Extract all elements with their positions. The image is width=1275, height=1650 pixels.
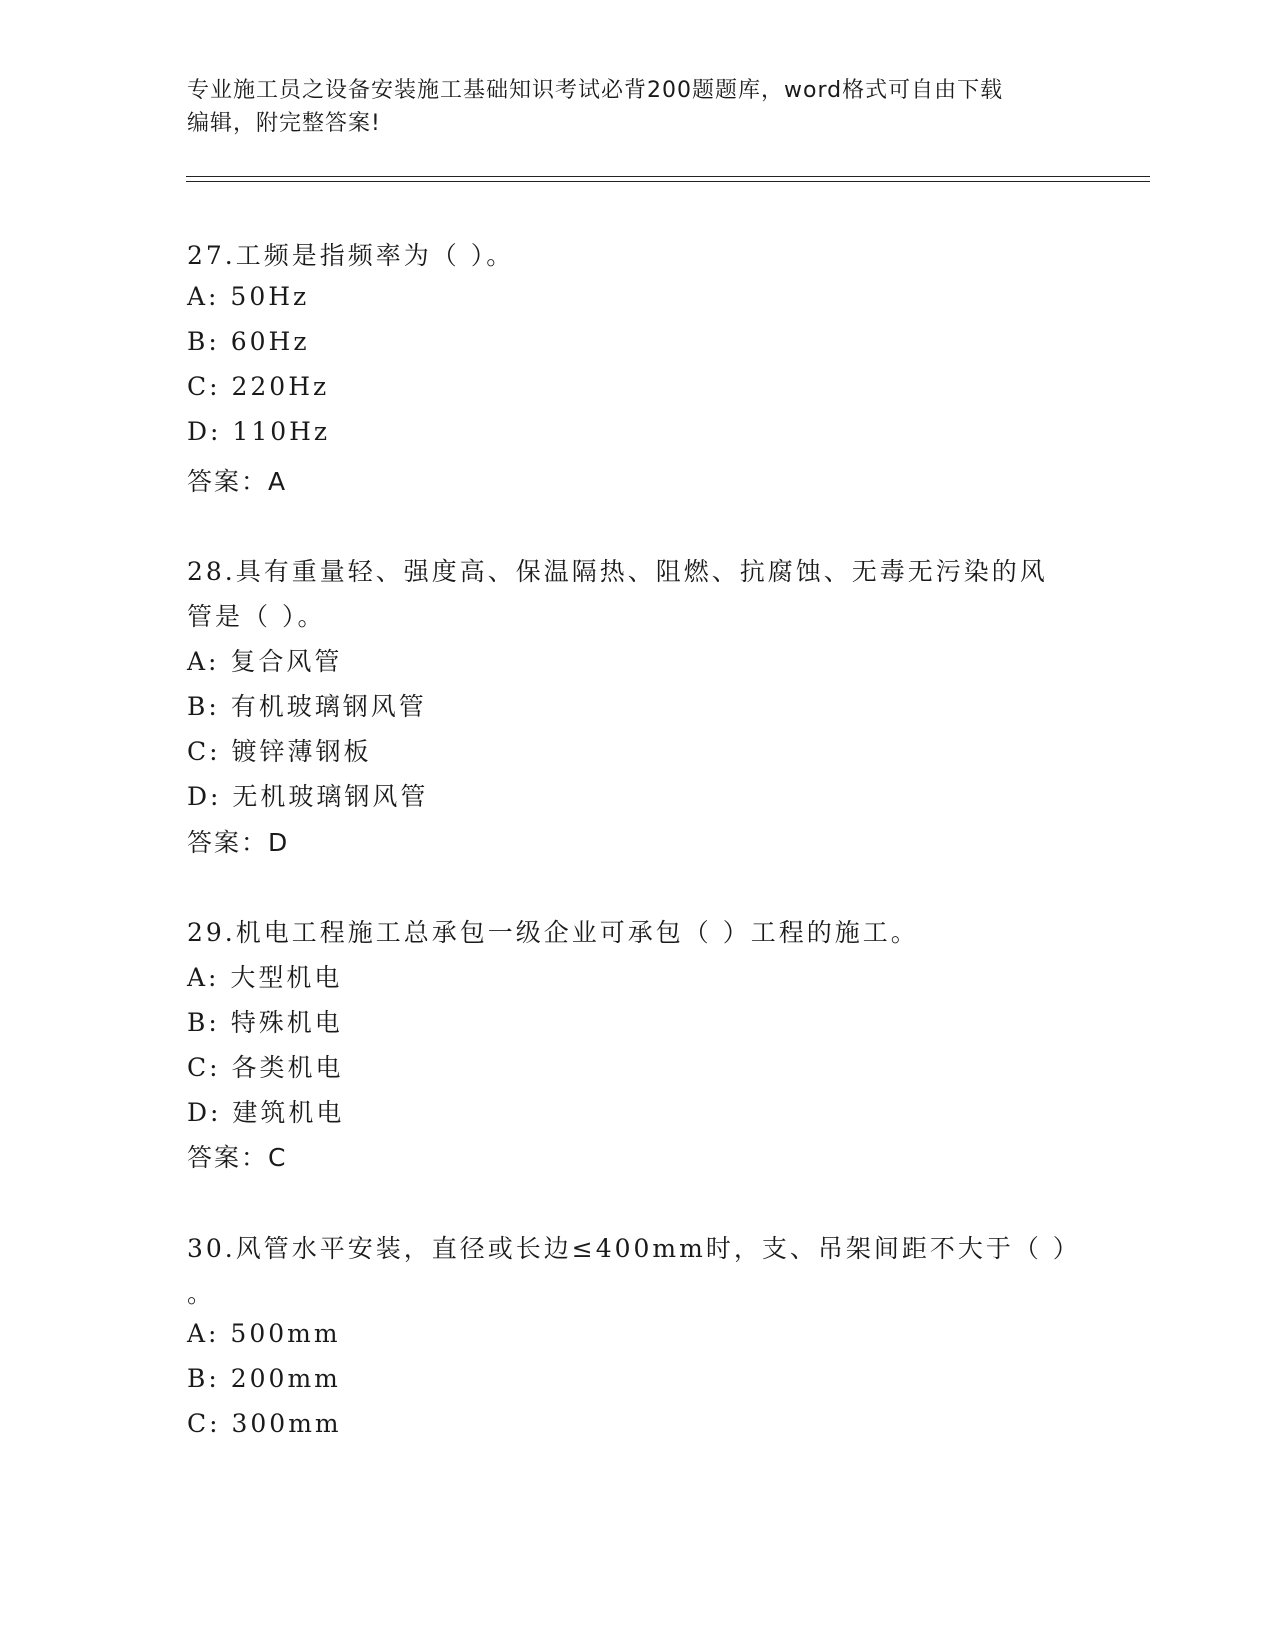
question-28-stem-line-2: 管是（ ）。 <box>187 602 326 631</box>
question-27-option-a: A: 50Hz <box>187 282 310 311</box>
question-28-answer: 答案：D <box>187 828 290 857</box>
question-29-answer: 答案：C <box>187 1143 288 1172</box>
question-30-option-b: B: 200mm <box>187 1364 341 1393</box>
question-29-option-b: B: 特殊机电 <box>187 1008 343 1037</box>
header-divider-top <box>186 176 1150 177</box>
question-28-stem-line-1: 28.具有重量轻、强度高、保温隔热、阻燃、抗腐蚀、无毒无污染的风 <box>187 557 1048 586</box>
header-line-1: 专业施工员之设备安装施工基础知识考试必背200题题库，word格式可自由下载 <box>187 78 1004 103</box>
question-28-option-a: A: 复合风管 <box>187 647 343 676</box>
question-30-option-a: A: 500mm <box>187 1319 341 1348</box>
header-divider-bottom <box>186 181 1150 182</box>
question-30-stem-line-1: 30.风管水平安装，直径或长边≤400mm时，支、吊架间距不大于（ ） <box>187 1234 1081 1263</box>
question-29-stem: 29.机电工程施工总承包一级企业可承包（ ）工程的施工。 <box>187 918 919 947</box>
question-27-option-b: B: 60Hz <box>187 327 310 356</box>
question-29-option-a: A: 大型机电 <box>187 963 343 992</box>
question-29-option-c: C: 各类机电 <box>187 1053 344 1082</box>
header-line-2: 编辑，附完整答案! <box>187 111 381 136</box>
question-30-stem-line-2: 。 <box>187 1279 216 1308</box>
question-27-option-d: D: 110Hz <box>187 417 331 446</box>
question-27-option-c: C: 220Hz <box>187 372 330 401</box>
question-27-answer: 答案：A <box>187 467 288 496</box>
question-28-option-b: B: 有机玻璃钢风管 <box>187 692 427 721</box>
document-header <box>187 74 1087 140</box>
question-29-option-d: D: 建筑机电 <box>187 1098 345 1127</box>
question-27-stem: 27.工频是指频率为（ ）。 <box>187 241 515 270</box>
question-28-option-c: C: 镀锌薄钢板 <box>187 737 372 766</box>
question-30-option-c: C: 300mm <box>187 1409 342 1438</box>
question-28-option-d: D: 无机玻璃钢风管 <box>187 782 429 811</box>
